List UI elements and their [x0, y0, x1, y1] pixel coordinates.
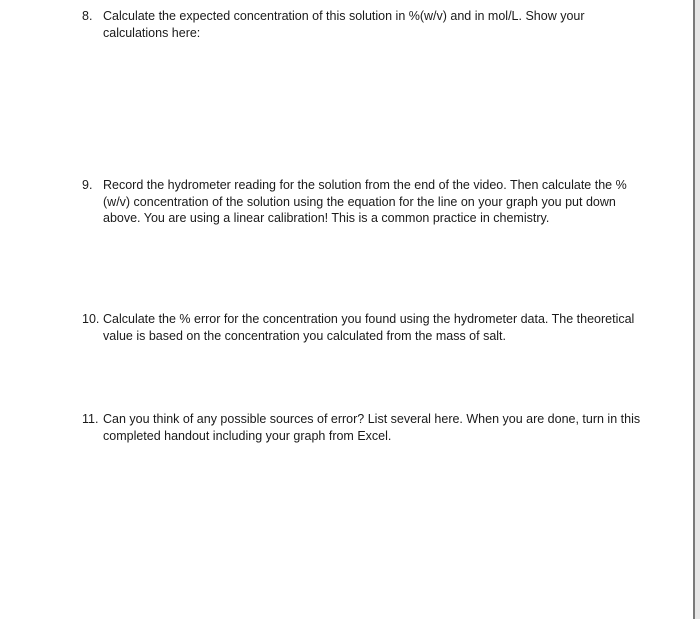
question-11: [82, 411, 642, 444]
question-number: 11.: [82, 412, 99, 426]
question-number: 8.: [82, 9, 93, 23]
question-text: Calculate the expected concentration of this solution in %(w/v) and in mol/L. Show your calculations here:: [103, 9, 585, 40]
question-9: [82, 177, 642, 227]
question-number: 10.: [82, 312, 100, 326]
question-text: Calculate the % error for the concentration you found using the hydrometer data. The theoretical value is based on the concentration you calculated from the mass of salt.: [103, 312, 635, 343]
question-number: 9.: [82, 178, 93, 192]
question-text: Can you think of any possible sources of error? List several here. When you are done, turn in this completed handout including your graph from Excel.: [103, 412, 641, 443]
question-8: [82, 8, 642, 41]
question-10: [82, 311, 642, 344]
question-text: Record the hydrometer reading for the solution from the end of the video. Then calculate the % (w/v) concentration of the solution using the equation for the line on your graph you put down above. You are using a linear calibration! This is a common practice in chemistry.: [103, 178, 627, 225]
page-edge-shadow: [695, 0, 700, 619]
